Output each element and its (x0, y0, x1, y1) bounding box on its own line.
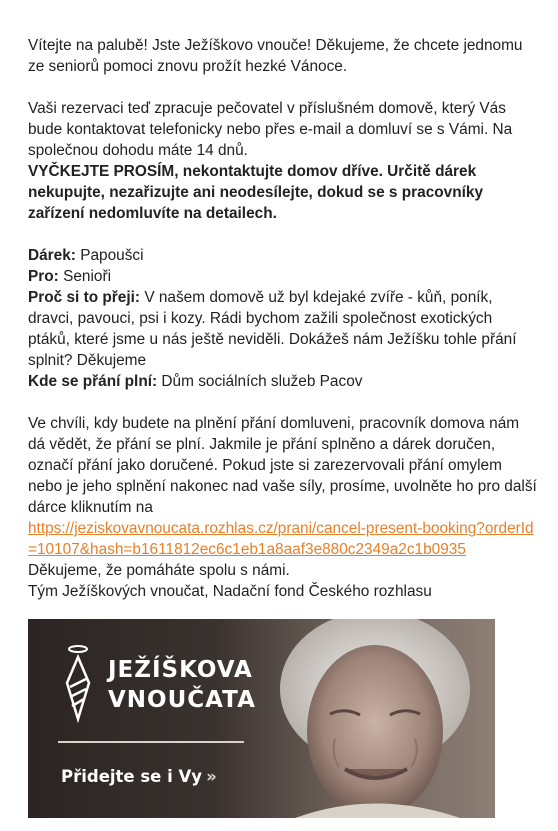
reservation-text: Vaši rezervaci teď zpracuje pečovatel v příslušném domově, který Vás bude kontaktovat telefonicky nebo přes e-mail a domluví se s Vámi. Na společnou dohodu máte 14 dnů. (28, 100, 513, 159)
gift-row (28, 245, 538, 266)
spacer (28, 77, 538, 98)
why-label: Proč si to přeji: (28, 289, 141, 306)
spacer (28, 224, 538, 245)
warning-text: VYČKEJTE PROSÍM, nekontaktujte domov dříve. Určitě dárek nekupujte, nezařizujte ani neodesílejte, dokud se s pracovníky zařízení nedomluvíte na detailech. (28, 163, 484, 222)
brand-name (108, 655, 256, 715)
email-body (28, 35, 538, 602)
where-value: Dům sociálních služeb Pacov (161, 373, 363, 390)
where-label: Kde se přání plní: (28, 373, 158, 390)
intro-text: Vítejte na palubě! Jste Ježíškovo vnouče! Děkujeme, že chcete jednomu ze seniorů pomoci znovu prožít hezké Vánoce. (28, 37, 523, 75)
double-chevron-right-icon: » (206, 767, 217, 786)
thanks-text: Děkujeme, že pomáháte spolu s námi. (28, 562, 290, 579)
brand-line-1: JEŽÍŠKOVA (108, 657, 253, 683)
banner-divider (58, 741, 244, 743)
why-row (28, 287, 538, 371)
join-us-label: Přidejte se i Vy (61, 767, 203, 786)
join-us-button[interactable] (61, 767, 217, 786)
gift-value: Papoušci (80, 247, 144, 264)
where-row (28, 371, 538, 392)
for-row (28, 266, 538, 287)
spacer (28, 392, 538, 413)
for-label: Pro: (28, 268, 59, 285)
for-value: Senioři (63, 268, 111, 285)
fulfillment-text: Ve chvíli, kdy budete na plnění přání domluveni, pracovník domova nám dá vědět, že přání se plní. Jakmile je přání splněno a dárek doručen, označí přání jako doručené. Pokud jste si zarezervovali přání omylem nebo je jeho splnění nakonec nad vaše síly, prosíme, uvolněte ho pro další dárce kliknutím na (28, 415, 537, 516)
cancel-booking-link[interactable]: https://jeziskovavnoucata.rozhlas.cz/prani/cancel-present-booking?orderId=10107&hash=b1611812ec6c1eb1a8aaf3e880c2349a2c1b0935 (28, 520, 534, 558)
promo-banner[interactable] (28, 619, 495, 818)
elderly-woman-photo (235, 619, 495, 818)
angel-logo-icon (58, 643, 98, 723)
brand-line-2: VNOUČATA (108, 687, 256, 713)
why-value: V našem domově už byl kdejaké zvíře - kůň, poník, dravci, pavouci, psi i kozy. Rádi bychom zažili společnost exotických ptáků, které jsme u nás ještě neviděli. Dokážeš nám Ježíšku tohle přání splnit? Děkujeme (28, 289, 517, 369)
signature-text: Tým Ježíškových vnoučat, Nadační fond Českého rozhlasu (28, 583, 432, 600)
gift-label: Dárek: (28, 247, 76, 264)
